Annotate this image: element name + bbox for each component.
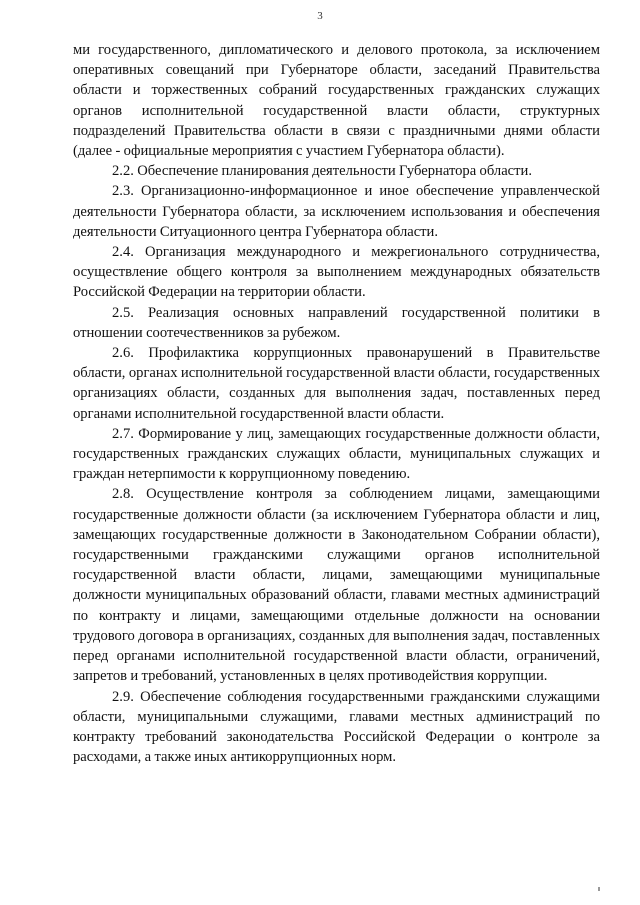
paragraph-2-6: 2.6. Профилактика коррупционных правонарушений в Правительстве области, органах исполнительной государственной власти области, государственных организациях области, созданных для выполнения задач, поставленных перед органами исполнительной государственной власти области.	[73, 345, 600, 422]
paragraph-2-2: 2.2. Обеспечение планирования деятельности Губернатора области.	[112, 163, 532, 180]
paragraph-2-8: 2.8. Осуществление контроля за соблюдением лицами, замещающими государственные должности области (за исключением Губернатора области и лиц, замещающих государственные должности в Законодательном Собрании области), государственными гражданскими служащими органов исполнительной государственной власти области, лицами, замещающими муниципальные должности муниципальных образований области, главами местных администраций по контракту и лицами, замещающими отдельные должности на основании трудового договора в организациях, созданных для выполнения задач, поставленных перед органами исполнительной государственной власти области, ограничений, запретов и требований, установленных в целях противодействия коррупции.	[73, 486, 600, 685]
paragraph-2-4: 2.4. Организация международного и межрегионального сотрудничества, осуществление общего контроля за выполнением международных обязательств Российской Федерации на территории области.	[73, 244, 600, 301]
paragraph-2-3: 2.3. Организационно-информационное и иное обеспечение управленческой деятельности Губернатора области, за исключением использования и обеспечения деятельности Ситуационного центра Губернатора области.	[73, 183, 600, 240]
paragraph-2-5: 2.5. Реализация основных направлений государственной политики в отношении соотечественников за рубежом.	[73, 304, 600, 341]
page-number: 3	[317, 10, 323, 22]
scan-artifact-mark	[598, 887, 600, 891]
document-body	[73, 40, 600, 767]
paragraph-continuation: ми государственного, дипломатического и делового протокола, за исключением оперативных совещаний при Губернаторе области, заседаний Правительства области и торжественных собраний государственных гражданских служащих органов исполнительной государственной власти области, структурных подразделений Правительства области в связи с праздничными днями области (далее - официальные мероприятия с участием Губернатора области).	[73, 42, 600, 160]
paragraph-2-7: 2.7. Формирование у лиц, замещающих государственные должности области, государственных гражданских служащих области, муниципальных служащих и граждан нетерпимости к коррупционному поведению.	[73, 425, 600, 483]
paragraph-2-9: 2.9. Обеспечение соблюдения государственными гражданскими служащими области, муниципальными служащими, главами местных администраций по контракту требований законодательства Российской Федерации о контроле за расходами, а также иных антикоррупционных норм.	[73, 688, 600, 766]
